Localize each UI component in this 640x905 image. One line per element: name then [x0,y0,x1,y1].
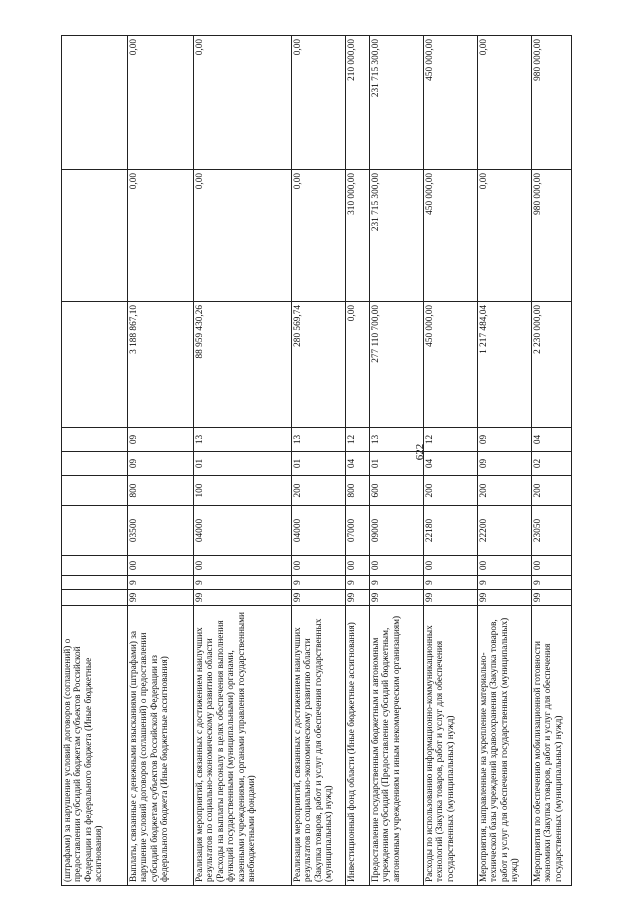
row-code-section: 09 [128,452,194,476]
row-code-subsection: 04 [532,428,572,452]
budget-table-rotated [61,36,567,886]
row-description: (штрафами) за нарушение условий договоров (соглашений) о предоставлении субсидий бюджетам субъектов Российской Федерации из федерального бюджета (Иные бюджетные ассигнования) [62,606,128,886]
row-description: Реализация мероприятий, связанных с достижением наилучших результатов по социально-экономическому развитию области (Закупка товаров, работ и услуг для обеспечения государственных (муниципальных) нужд) [292,606,346,886]
row-code-subprogram: 9 [292,576,346,590]
row-description: Реализация мероприятий, связанных с достижением наилучших результатов по социально-экономическому развитию области (Расходы на выплаты персоналу в целях обеспечения выполнения функций государственными (муниципальными) органами, казенными учреждениями, органами управления государственными внебюджетными фондами) [194,606,292,886]
table-row [424,36,478,886]
row-code-expense: 23050 [532,506,572,556]
row-value-year1: 277 110 700,00 [370,302,424,428]
row-code-type: 600 [370,476,424,506]
row-code-subprogram: 9 [532,576,572,590]
row-code-subprogram: 9 [478,576,532,590]
budget-table [61,35,572,886]
row-value-year1: 2 230 000,00 [532,302,572,428]
row-code-expense: 07000 [346,506,370,556]
row-value-year3: 0,00 [292,36,346,170]
row-value-year3: 0,00 [128,36,194,170]
row-value-year3: 0,00 [478,36,532,170]
row-value-year2: 450 000,00 [424,170,478,302]
row-code-direction: 00 [424,556,478,576]
row-value-year3: 450 000,00 [424,36,478,170]
row-code-section: 01 [370,452,424,476]
row-description: Мероприятия по обеспечению мобилизационной готовности экономики (Закупка товаров, работ и услуг для обеспечения государственных (муниципальных) нужд) [532,606,572,886]
row-code-direction: 00 [370,556,424,576]
row-code-type [62,476,128,506]
row-value-year2: 310 000,00 [346,170,370,302]
row-code-direction: 00 [532,556,572,576]
table-row [194,36,292,886]
row-value-year3 [62,36,128,170]
row-code-subsection [62,428,128,452]
row-code-direction: 00 [346,556,370,576]
table-row [370,36,424,886]
row-value-year1: 1 217 484,04 [478,302,532,428]
row-value-year2: 0,00 [194,170,292,302]
row-code-program: 99 [478,590,532,606]
row-code-subprogram: 9 [128,576,194,590]
row-value-year2: 0,00 [478,170,532,302]
row-code-subsection: 12 [424,428,478,452]
row-code-direction: 00 [194,556,292,576]
row-code-subprogram [62,576,128,590]
table-row [478,36,532,886]
row-value-year1: 88 959 430,26 [194,302,292,428]
row-code-type: 200 [292,476,346,506]
row-value-year3: 210 000,00 [346,36,370,170]
row-code-subsection: 13 [194,428,292,452]
row-code-program: 99 [128,590,194,606]
row-value-year2: 231 715 300,00 [370,170,424,302]
table-row [532,36,572,886]
row-code-subprogram: 9 [346,576,370,590]
row-description: Выплаты, связанные с денежными взысканиями (штрафами) за нарушение условий договоров (соглашений) о предоставлении субсидий бюджетам субъектов Российской Федерации из федерального бюджета (Иные бюджетные ассигнования) [128,606,194,886]
row-code-type: 100 [194,476,292,506]
row-code-program: 99 [370,590,424,606]
row-code-subsection: 13 [370,428,424,452]
table-row [128,36,194,886]
row-code-direction: 00 [128,556,194,576]
row-value-year2: 0,00 [128,170,194,302]
row-description: Расходы по использованию информационно-коммуникационных технологий (Закупка товаров, работ и услуг для обеспечения государственных (муниципальных) нужд) [424,606,478,886]
row-code-subsection: 13 [292,428,346,452]
row-value-year3: 231 715 300,00 [370,36,424,170]
row-description: Мероприятия, направленные на укрепление материально-технической базы учреждений здравоохранения (Закупка товаров, работ и услуг для обеспечения государственных (муниципальных) нужд) [478,606,532,886]
row-code-direction: 00 [292,556,346,576]
row-code-type: 800 [346,476,370,506]
row-code-section: 02 [532,452,572,476]
row-code-subprogram: 9 [370,576,424,590]
row-code-expense: 22180 [424,506,478,556]
page-number: 622 [414,443,426,461]
row-code-expense [62,506,128,556]
row-value-year2: 0,00 [292,170,346,302]
row-value-year1 [62,302,128,428]
row-value-year3: 980 000,00 [532,36,572,170]
row-code-type: 800 [128,476,194,506]
row-code-program: 99 [194,590,292,606]
row-code-subprogram: 9 [194,576,292,590]
row-code-section: 04 [424,452,478,476]
row-code-program: 99 [292,590,346,606]
row-code-direction [62,556,128,576]
row-code-program [62,590,128,606]
row-code-section: 04 [346,452,370,476]
table-row [346,36,370,886]
table-row [62,36,128,886]
row-code-program: 99 [346,590,370,606]
row-code-subprogram: 9 [424,576,478,590]
row-code-direction: 00 [478,556,532,576]
row-code-expense: 22200 [478,506,532,556]
row-code-type: 200 [424,476,478,506]
row-value-year2 [62,170,128,302]
row-description: Предоставление государственным бюджетным и автономным учреждениям субсидий (Предоставление субсидий бюджетным, автономным учреждениям и иным некоммерческим организациям) [370,606,424,886]
row-value-year1: 0,00 [346,302,370,428]
row-code-expense: 09000 [370,506,424,556]
row-value-year1: 280 569,74 [292,302,346,428]
row-code-subsection: 09 [128,428,194,452]
row-code-type: 200 [532,476,572,506]
row-value-year2: 980 000,00 [532,170,572,302]
row-code-section [62,452,128,476]
row-code-program: 99 [424,590,478,606]
row-code-expense: 04000 [292,506,346,556]
row-code-type: 200 [478,476,532,506]
table-row [292,36,346,886]
row-code-section: 01 [292,452,346,476]
row-code-subsection: 12 [346,428,370,452]
row-value-year3: 0,00 [194,36,292,170]
row-code-subsection: 09 [478,428,532,452]
row-description: Инвестиционный фонд области (Иные бюджетные ассигнования) [346,606,370,886]
row-value-year1: 3 188 867,10 [128,302,194,428]
row-code-expense: 04000 [194,506,292,556]
row-code-section: 01 [194,452,292,476]
row-value-year1: 450 000,00 [424,302,478,428]
row-code-program: 99 [532,590,572,606]
row-code-expense: 03500 [128,506,194,556]
row-code-section: 09 [478,452,532,476]
